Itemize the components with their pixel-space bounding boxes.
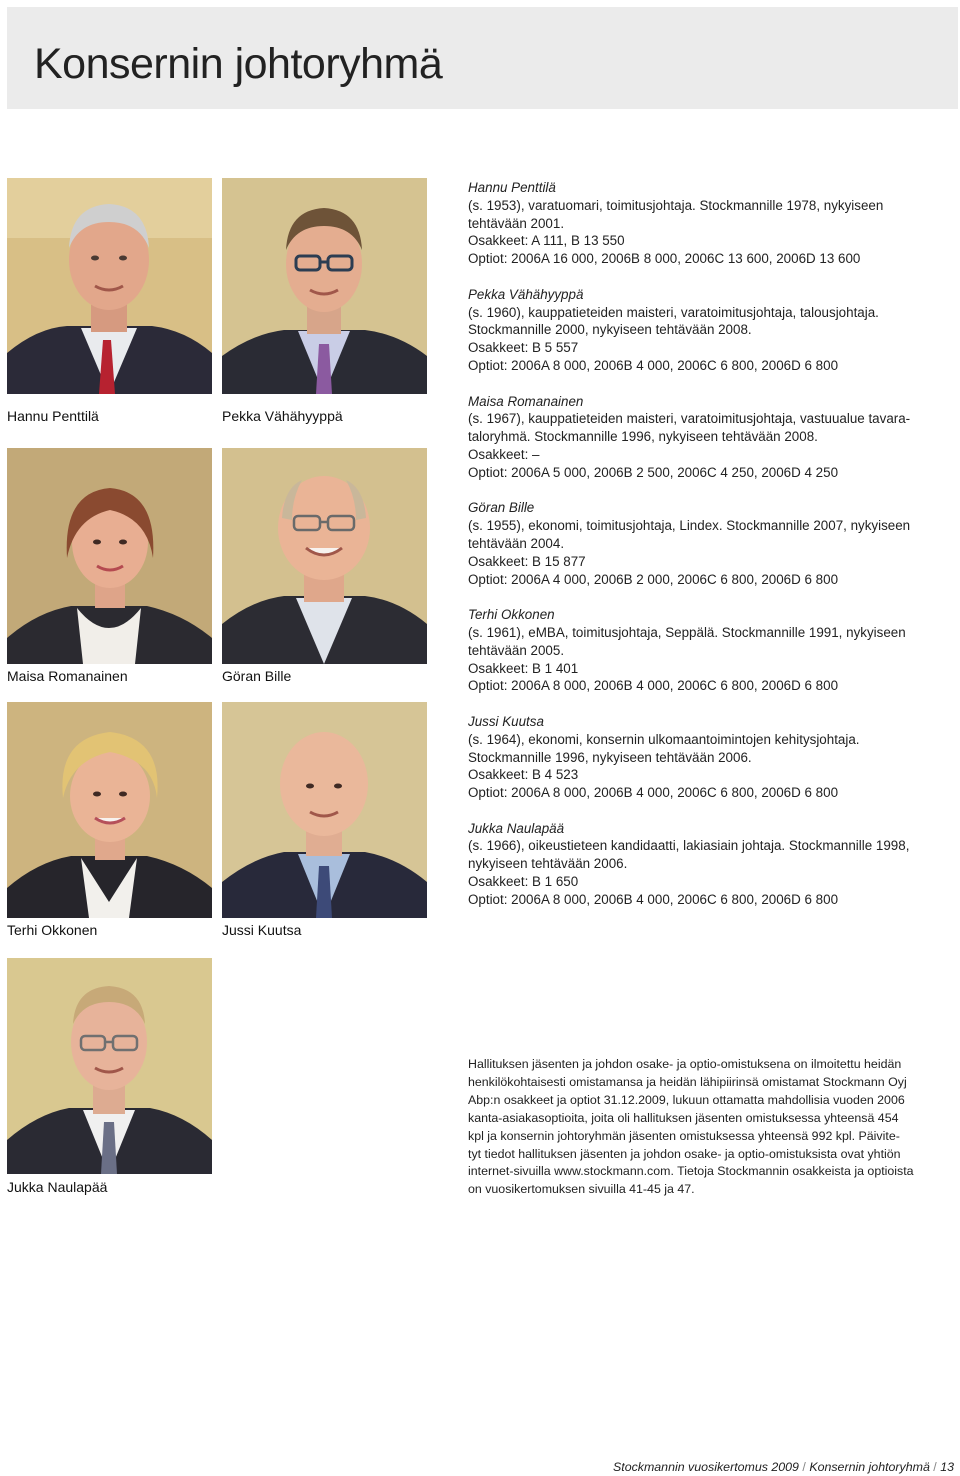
bio-line: nykyiseen tehtävään 2006. <box>468 856 628 872</box>
bio-line: (s. 1967), kauppatieteiden maisteri, varatoimitusjohtaja, vastuualue tavara- <box>468 411 911 427</box>
caption-pekka-vahahyyppa: Pekka Vähähyyppä <box>222 408 343 424</box>
portrait-jukka-naulapaa <box>7 958 212 1174</box>
footer-section: Konsernin johtoryhmä <box>809 1460 930 1474</box>
portrait-jussi-kuutsa <box>222 702 427 918</box>
bio-jussi-kuutsa <box>468 713 948 802</box>
note-line: henkilökohtaisesti omistamansa ja heidän lähipiirinsä omistamat Stockmann Oyj <box>468 1074 907 1089</box>
note-line: Abp:n osakkeet ja optiot 31.12.2009, lukuun ottamatta mahdollisia vuoden 2006 <box>468 1092 905 1107</box>
bio-line: tehtävään 2004. <box>468 535 565 551</box>
caption-maisa-romanainen: Maisa Romanainen <box>7 668 128 684</box>
footer-separator: / <box>802 1460 806 1474</box>
bio-options: Optiot: 2006A 8 000, 2006B 4 000, 2006C 6 800, 2006D 6 800 <box>468 891 839 907</box>
bio-line: tehtävään 2005. <box>468 642 565 658</box>
bio-name: Jussi Kuutsa <box>468 713 544 729</box>
page-number: 13 <box>940 1460 954 1474</box>
bio-name: Maisa Romanainen <box>468 393 584 409</box>
bio-line: (s. 1955), ekonomi, toimitusjohtaja, Lindex. Stockmannille 2007, nykyiseen <box>468 518 911 534</box>
bio-name: Hannu Penttilä <box>468 180 556 195</box>
caption-hannu-penttila: Hannu Penttilä <box>7 408 99 424</box>
bio-line: Stockmannille 1996, nykyiseen tehtävään 2006. <box>468 749 752 765</box>
bio-line: (s. 1964), ekonomi, konsernin ulkomaantoimintojen kehitysjohtaja. <box>468 731 860 747</box>
bio-options: Optiot: 2006A 5 000, 2006B 2 500, 2006C 4 250, 2006D 4 250 <box>468 464 839 480</box>
portrait-goran-bille <box>222 448 427 664</box>
caption-goran-bille: Göran Bille <box>222 668 292 684</box>
bio-name: Terhi Okkonen <box>468 607 555 623</box>
bio-jukka-naulapaa <box>468 820 948 909</box>
portrait-pekka-vahahyyppa <box>222 178 427 394</box>
caption-jussi-kuutsa: Jussi Kuutsa <box>222 922 302 938</box>
page-footer <box>613 1460 954 1474</box>
bio-options: Optiot: 2006A 16 000, 2006B 8 000, 2006C 13 600, 2006D 13 600 <box>468 251 861 267</box>
bio-line: (s. 1953), varatuomari, toimitusjohtaja. Stockmannille 1978, nykyiseen <box>468 197 884 213</box>
note-line: internet-sivuilla www.stockmann.com. Tietoja Stockmannin osakkeista ja optioista <box>468 1164 914 1179</box>
footer-separator: / <box>933 1460 937 1474</box>
portrait-terhi-okkonen <box>7 702 212 918</box>
bio-name: Göran Bille <box>468 500 535 516</box>
bio-goran-bille <box>468 499 948 588</box>
note-line: tyt tiedot hallituksen jäsenten ja johdon osake- ja optio-omistuksista ovat yhtiön <box>468 1146 901 1161</box>
bio-terhi-okkonen <box>468 606 948 695</box>
bio-shares: Osakkeet: A 111, B 13 550 <box>468 233 625 249</box>
bio-shares: Osakkeet: B 4 523 <box>468 767 579 783</box>
note-line: kanta-asiakasoptioita, joita oli hallituksen jäsenten omistuksessa yhteensä 454 <box>468 1110 899 1125</box>
note-line: on vuosikertomuksen sivuilla 41-45 ja 47. <box>468 1182 695 1197</box>
bio-line: taloryhmä. Stockmannille 1996, nykyiseen tehtävään 2008. <box>468 429 818 445</box>
bio-shares: Osakkeet: – <box>468 446 540 462</box>
bio-options: Optiot: 2006A 4 000, 2006B 2 000, 2006C 6 800, 2006D 6 800 <box>468 571 839 587</box>
bio-line: (s. 1966), oikeustieteen kandidaatti, lakiasiain johtaja. Stockmannille 1998, <box>468 838 910 854</box>
bio-options: Optiot: 2006A 8 000, 2006B 4 000, 2006C 6 800, 2006D 6 800 <box>468 357 839 373</box>
bio-line: tehtävään 2001. <box>468 215 565 231</box>
ownership-note <box>468 1056 948 1199</box>
bio-shares: Osakkeet: B 1 650 <box>468 874 579 890</box>
bio-line: (s. 1960), kauppatieteiden maisteri, varatoimitusjohtaja, talousjohtaja. <box>468 304 879 320</box>
bio-shares: Osakkeet: B 1 401 <box>468 660 579 676</box>
footer-publication: Stockmannin vuosikertomus 2009 <box>612 1460 799 1474</box>
portrait-maisa-romanainen <box>7 448 212 664</box>
bio-name: Jukka Naulapää <box>468 820 565 836</box>
bio-pekka-vahahyyppa <box>468 286 948 375</box>
title-banner <box>7 7 958 109</box>
bio-name: Pekka Vähähyyppä <box>468 286 584 302</box>
bio-options: Optiot: 2006A 8 000, 2006B 4 000, 2006C 6 800, 2006D 6 800 <box>468 678 839 694</box>
bio-line: Stockmannille 2000, nykyiseen tehtävään 2008. <box>468 322 752 338</box>
executive-bios <box>468 179 948 926</box>
bio-maisa-romanainen <box>468 393 948 482</box>
bio-options: Optiot: 2006A 8 000, 2006B 4 000, 2006C 6 800, 2006D 6 800 <box>468 785 839 801</box>
caption-jukka-naulapaa: Jukka Naulapää <box>7 1179 108 1195</box>
note-line: kpl ja konsernin johtoryhmän jäsenten omistuksessa yhteensä 992 kpl. Päivite- <box>468 1128 900 1143</box>
page-title: Konsernin johtoryhmä <box>34 40 443 88</box>
bio-line: (s. 1961), eMBA, toimitusjohtaja, Seppälä. Stockmannille 1991, nykyiseen <box>468 624 906 640</box>
bio-shares: Osakkeet: B 15 877 <box>468 553 586 569</box>
bio-hannu-penttila <box>468 179 948 268</box>
caption-terhi-okkonen: Terhi Okkonen <box>7 922 98 938</box>
bio-shares: Osakkeet: B 5 557 <box>468 340 579 356</box>
note-line: Hallituksen jäsenten ja johdon osake- ja optio-omistuksena on ilmoitettu heidän <box>468 1057 902 1071</box>
portrait-hannu-penttila <box>7 178 212 394</box>
